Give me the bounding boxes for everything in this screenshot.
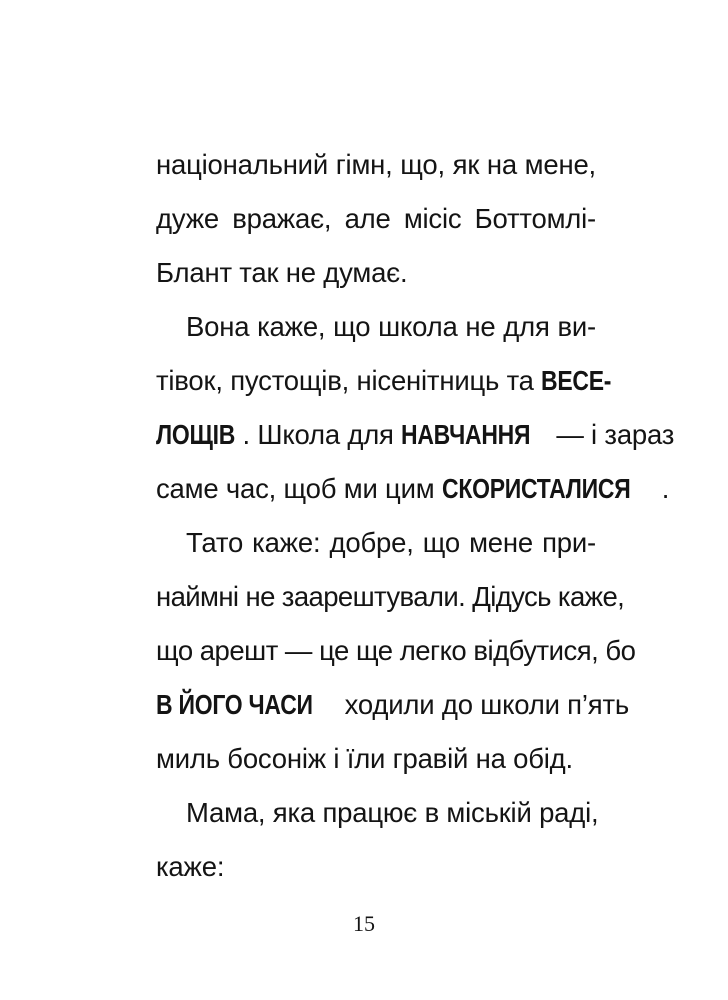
text-line-6-plain-b: — і зараз bbox=[548, 419, 675, 450]
text-line-3: Блант так не думає. bbox=[156, 257, 408, 288]
page-number: 15 bbox=[353, 911, 375, 936]
emphasis-word-fun-end: ЛОЩІВ bbox=[156, 419, 236, 450]
emphasis-word-use: СКОРИСТАЛИСЯ bbox=[441, 473, 631, 504]
text-line-6-plain-a: . Школа для bbox=[242, 419, 402, 450]
emphasis-his-times: В ЙОГО ЧАСИ bbox=[156, 689, 313, 720]
text-line-1: національний гімн, що, як на мене, bbox=[156, 149, 596, 180]
text-line-12: миль босоніж і їли гравій на обід. bbox=[156, 743, 573, 774]
text-line-7-plain: саме час, щоб ми цим bbox=[156, 473, 442, 504]
text-line-11-plain: ходили до школи п’ять bbox=[337, 689, 629, 720]
emphasis-word-learning: НАВЧАННЯ bbox=[401, 419, 531, 450]
text-line-13: Мама, яка працює в міській раді, bbox=[186, 797, 599, 828]
text-line-9: наймні не заарештували. Дідусь каже, bbox=[156, 581, 625, 612]
text-line-11 bbox=[156, 688, 629, 722]
text-line-8: Тато каже: добре, що мене при- bbox=[186, 527, 596, 558]
text-line-14: каже: bbox=[156, 851, 225, 882]
text-line-2: дуже вражає, але місіс Боттомлі- bbox=[156, 203, 596, 234]
text-line-10: що арешт — це ще легко відбутися, бо bbox=[156, 635, 636, 666]
text-line-5-plain: тівок, пустощів, нісенітниць та bbox=[156, 365, 542, 396]
text-line-7 bbox=[156, 472, 670, 506]
text-line-4: Вона каже, що школа не для ви- bbox=[186, 311, 596, 342]
emphasis-word-fun: ВЕСЕ- bbox=[541, 365, 612, 396]
text-line-7-period: . bbox=[661, 473, 670, 504]
text-line-6 bbox=[156, 418, 675, 452]
text-line-5 bbox=[156, 364, 612, 398]
